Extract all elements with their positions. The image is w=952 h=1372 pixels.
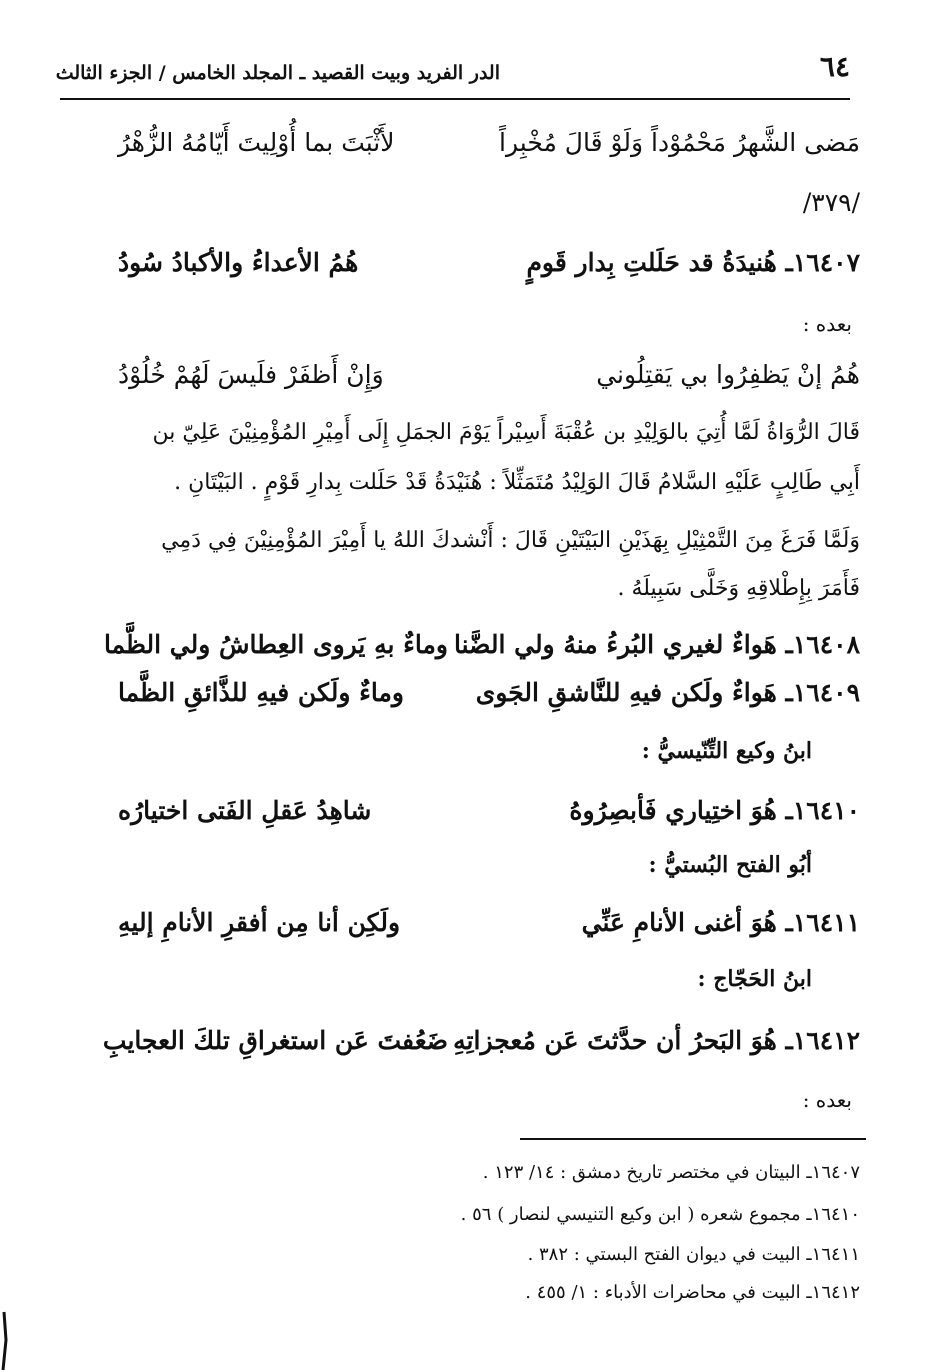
header-rule bbox=[60, 98, 850, 100]
poet-heading-2: أبُو الفتح البُستيُّ : bbox=[648, 852, 812, 878]
paragraph-1-line-1: قَالَ الرُّوَاةُ لَمَّا أُتِيَ بالوَلِيْدِ بن عُقْبَةَ أَسِيْراً يَوْمَ الجمَلِ إِلَى أَمِيْرِ المُؤْمِنِيْنَ عَلِيّ بن bbox=[152, 420, 860, 445]
verse-16407-first-hemistich: ١٦٤٠٧ـ هُنيدَةُ قد حَلَلتِ بِدار قَومٍ bbox=[526, 248, 860, 277]
footnote-16412: ١٦٤١٢ـ البيت في محاضرات الأدباء : ١/ ٤٥٥ . bbox=[525, 1282, 860, 1303]
footnote-16410: ١٦٤١٠ـ مجموع شعره ( ابن وكيع التنيسي لنصار ) ٥٦ . bbox=[460, 1204, 860, 1225]
scan-edge-mark bbox=[0, 1310, 14, 1372]
poet-heading-1: ابنُ وكيع التِّنّيسيُّ : bbox=[641, 738, 812, 764]
verse-16409-second-hemistich: وماءٌ ولَكن فيهِ للذَّائقِ الظَّما bbox=[118, 678, 404, 707]
page-number: ٦٤ bbox=[819, 50, 850, 83]
verse-16408-first-hemistich: ١٦٤٠٨ـ هَواءٌ لغيري البُرءُ منهُ ولي الضَّنا bbox=[454, 630, 860, 659]
poet-heading-3: ابنُ الحَجّاج : bbox=[697, 966, 812, 992]
verse-16408-second-hemistich: وماءٌ بهِ يَروى العِطاشُ ولي الظَّما bbox=[103, 630, 448, 659]
verse-16409-first-hemistich: ١٦٤٠٩ـ هَواءٌ ولَكن فيهِ للنَّاشقِ الجَوى bbox=[475, 678, 860, 707]
verse-16407-second-hemistich: هُمُ الأعداءُ والأكبادُ سُودُ bbox=[118, 248, 359, 277]
verse-16411-first-hemistich: ١٦٤١١ـ هُوَ أغنى الأنامِ عَنِّي bbox=[581, 908, 860, 937]
verse-b-second-hemistich: وَإِنْ أَظفَرْ فلَيسَ لَهُمْ خُلُوْدُ bbox=[118, 360, 384, 389]
verse-a-first-hemistich: مَضى الشَّهرُ مَحْمُوْداً وَلَوْ قَالَ مُخْبِراً bbox=[499, 128, 860, 157]
verse-a-reference: /٣٧٩/ bbox=[802, 188, 860, 217]
verse-a-second-hemistich: لأَثْبَتَ بما أُوْلِيتَ أَيّامُهُ الزُّهْرُ bbox=[118, 128, 395, 157]
verse-16412-first-hemistich: ١٦٤١٢ـ هُوَ البَحرُ أن حدَّثتَ عَن مُعجزاتِهِ bbox=[453, 1026, 860, 1055]
footnote-rule bbox=[520, 1138, 866, 1140]
verse-b-first-hemistich: هُمُ إنْ يَظفِرُوا بي يَقتِلُوني bbox=[596, 360, 860, 389]
verse-16412-second-hemistich: ضَعُفتَ عَن استغراقِ تلكَ العجايبِ bbox=[102, 1026, 448, 1055]
paragraph-1-line-2: أَبِي طَالِبٍ عَلَيْهِ السَّلامُ قَالَ الوَلِيْدُ مُتَمَثِّلاً : هُنَيْدَةُ قَدْ حَلَلت بِدارِ قَوْمٍ . البَيْتَانِ . bbox=[174, 470, 860, 495]
verse-16410-second-hemistich: شاهِدُ عَقلِ الفَتى اختيارُه bbox=[118, 796, 372, 825]
footnote-16411: ١٦٤١١ـ البيت في ديوان الفتح البستي : ٣٨٢ . bbox=[527, 1244, 860, 1265]
verse-16411-second-hemistich: ولَكِن أنا مِن أفقرِ الأنامِ إليهِ bbox=[118, 908, 401, 937]
paragraph-2-line-1: وَلَمَّا فَرَغَ مِنَ التَّمْثِيْلِ بِهَذَيْنِ البَيْتَيْنِ قَالَ : أَنْشدكَ اللهُ يا أَمِيْرَ المُؤْمِنِيْنَ فِي دَمِي bbox=[161, 528, 860, 553]
after-label-1: بعده : bbox=[802, 312, 852, 336]
after-label-2: بعده : bbox=[802, 1088, 852, 1112]
running-header: الدر الفريد وبيت القصيد ـ المجلد الخامس / الجزء الثالث bbox=[55, 62, 500, 84]
footnote-16407: ١٦٤٠٧ـ البيتان في مختصر تاريخ دمشق : ١٤/ ١٢٣ . bbox=[482, 1162, 860, 1183]
paragraph-2-line-2: فَأَمَرَ بِإِطْلاقِهِ وَخَلَّى سَبِيلَهُ . bbox=[617, 576, 860, 601]
verse-16410-first-hemistich: ١٦٤١٠ـ هُوَ اختِياري فَأبصِرُوهُ bbox=[569, 796, 860, 825]
